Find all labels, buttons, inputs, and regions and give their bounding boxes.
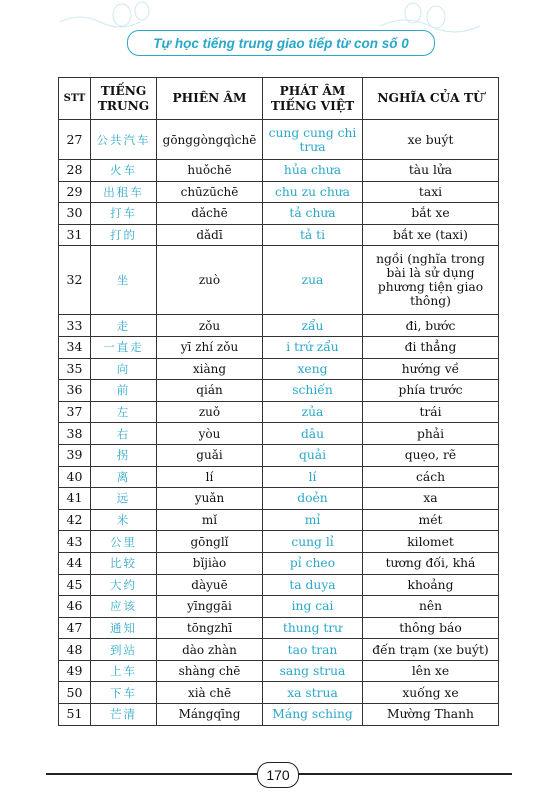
chinese-cell: 米 — [91, 509, 157, 531]
column-header-vietnamese-pronunciation: PHÁT ÂM TIẾNG VIỆT — [263, 78, 363, 120]
vietnamese-pronunciation-cell: tả chưa — [263, 203, 363, 225]
stt-cell: 51 — [59, 704, 91, 726]
vietnamese-pronunciation-cell: i trứ zẩu — [263, 336, 363, 358]
vietnamese-pronunciation-cell: mỉ — [263, 509, 363, 531]
stt-cell: 28 — [59, 160, 91, 182]
chinese-cell: 一直走 — [91, 336, 157, 358]
chinese-cell: 远 — [91, 488, 157, 510]
chinese-cell: 打车 — [91, 203, 157, 225]
chinese-cell: 拐 — [91, 444, 157, 466]
vietnamese-pronunciation-cell: cung lỉ — [263, 531, 363, 553]
stt-cell: 49 — [59, 660, 91, 682]
vietnamese-pronunciation-cell: ta duya — [263, 574, 363, 596]
meaning-cell: xa — [363, 488, 499, 510]
stt-cell: 33 — [59, 315, 91, 337]
chinese-cell: 走 — [91, 315, 157, 337]
meaning-cell: thông báo — [363, 617, 499, 639]
meaning-cell: Mường Thanh — [363, 704, 499, 726]
table-row — [59, 531, 499, 553]
chinese-cell: 打的 — [91, 224, 157, 246]
meaning-cell: đến trạm (xe buýt) — [363, 639, 499, 661]
pinyin-cell: yòu — [157, 423, 263, 445]
pinyin-cell: yuǎn — [157, 488, 263, 510]
footer-line-right — [297, 773, 512, 775]
pinyin-cell: dǎdī — [157, 224, 263, 246]
meaning-cell: hướng về — [363, 358, 499, 380]
pinyin-cell: gōnggòngqìchē — [157, 120, 263, 160]
pinyin-cell: gōnglǐ — [157, 531, 263, 553]
pinyin-cell: xiàng — [157, 358, 263, 380]
table-row — [59, 639, 499, 661]
meaning-cell: phải — [363, 423, 499, 445]
meaning-cell: nên — [363, 596, 499, 618]
meaning-cell: kilomet — [363, 531, 499, 553]
table-row — [59, 423, 499, 445]
stt-cell: 30 — [59, 203, 91, 225]
vietnamese-pronunciation-cell: zua — [263, 246, 363, 315]
chinese-cell: 大约 — [91, 574, 157, 596]
pinyin-cell: dǎchē — [157, 203, 263, 225]
stt-cell: 45 — [59, 574, 91, 596]
pinyin-cell: Mángqīng — [157, 704, 263, 726]
meaning-cell: ngồi (nghĩa trong bài là sử dụng phương tiện giao thông) — [363, 246, 499, 315]
table-row — [59, 203, 499, 225]
vietnamese-pronunciation-cell: zủa — [263, 401, 363, 423]
stt-cell: 46 — [59, 596, 91, 618]
vietnamese-pronunciation-cell: hủa chưa — [263, 160, 363, 182]
meaning-cell: đi, bước — [363, 315, 499, 337]
meaning-cell: mét — [363, 509, 499, 531]
stt-cell: 29 — [59, 181, 91, 203]
table-row — [59, 380, 499, 402]
meaning-cell: tương đối, khá — [363, 552, 499, 574]
chinese-cell: 向 — [91, 358, 157, 380]
stt-cell: 35 — [59, 358, 91, 380]
chinese-cell: 公共汽车 — [91, 120, 157, 160]
meaning-cell: trái — [363, 401, 499, 423]
pinyin-cell: huǒchē — [157, 160, 263, 182]
pinyin-cell: tōngzhī — [157, 617, 263, 639]
pinyin-cell: yī zhí zǒu — [157, 336, 263, 358]
meaning-cell: cách — [363, 466, 499, 488]
stt-cell: 39 — [59, 444, 91, 466]
vietnamese-pronunciation-cell: schiến — [263, 380, 363, 402]
chinese-cell: 出租车 — [91, 181, 157, 203]
pinyin-cell: dào zhàn — [157, 639, 263, 661]
table-row — [59, 704, 499, 726]
pinyin-cell: mǐ — [157, 509, 263, 531]
pinyin-cell: bǐjiào — [157, 552, 263, 574]
vietnamese-pronunciation-cell: doẻn — [263, 488, 363, 510]
table-row — [59, 401, 499, 423]
stt-cell: 48 — [59, 639, 91, 661]
vietnamese-pronunciation-cell: sang strua — [263, 660, 363, 682]
meaning-cell: bắt xe — [363, 203, 499, 225]
vietnamese-pronunciation-cell: lí — [263, 466, 363, 488]
table-row — [59, 160, 499, 182]
meaning-cell: đi thẳng — [363, 336, 499, 358]
stt-cell: 50 — [59, 682, 91, 704]
chinese-cell: 比较 — [91, 552, 157, 574]
column-header-pinyin: PHIÊN ÂM — [157, 78, 263, 120]
vietnamese-pronunciation-cell: Máng sching — [263, 704, 363, 726]
vietnamese-pronunciation-cell: chu zu chưa — [263, 181, 363, 203]
chinese-cell: 右 — [91, 423, 157, 445]
table-row — [59, 660, 499, 682]
meaning-cell: taxi — [363, 181, 499, 203]
pinyin-cell: xià chē — [157, 682, 263, 704]
stt-cell: 27 — [59, 120, 91, 160]
stt-cell: 34 — [59, 336, 91, 358]
chinese-cell: 公里 — [91, 531, 157, 553]
chinese-cell: 下车 — [91, 682, 157, 704]
stt-cell: 37 — [59, 401, 91, 423]
vietnamese-pronunciation-cell: tả ti — [263, 224, 363, 246]
chinese-cell: 左 — [91, 401, 157, 423]
table-row — [59, 466, 499, 488]
pinyin-cell: qián — [157, 380, 263, 402]
meaning-cell: khoảng — [363, 574, 499, 596]
column-header-stt: STT — [59, 78, 91, 120]
pinyin-cell: zuò — [157, 246, 263, 315]
vietnamese-pronunciation-cell: xeng — [263, 358, 363, 380]
pinyin-cell: lí — [157, 466, 263, 488]
pinyin-cell: shàng chē — [157, 660, 263, 682]
table-row — [59, 444, 499, 466]
balloon-icon — [427, 6, 445, 28]
pinyin-cell: yīnggāi — [157, 596, 263, 618]
table-row — [59, 682, 499, 704]
stt-cell: 42 — [59, 509, 91, 531]
vietnamese-pronunciation-cell: thung trư — [263, 617, 363, 639]
table-row — [59, 574, 499, 596]
table-row — [59, 336, 499, 358]
table-row — [59, 552, 499, 574]
table-header-row — [59, 78, 499, 120]
stt-cell: 31 — [59, 224, 91, 246]
stt-cell: 47 — [59, 617, 91, 639]
chinese-cell: 应该 — [91, 596, 157, 618]
table-row — [59, 358, 499, 380]
table-row — [59, 488, 499, 510]
column-header-meaning: NGHĨA CỦA TỪ — [363, 78, 499, 120]
vietnamese-pronunciation-cell: xa strua — [263, 682, 363, 704]
table-row — [59, 617, 499, 639]
stt-cell: 40 — [59, 466, 91, 488]
meaning-cell: xe buýt — [363, 120, 499, 160]
stt-cell: 44 — [59, 552, 91, 574]
pinyin-cell: dàyuē — [157, 574, 263, 596]
chinese-cell: 前 — [91, 380, 157, 402]
vietnamese-pronunciation-cell: quải — [263, 444, 363, 466]
table-row — [59, 246, 499, 315]
chinese-cell: 坐 — [91, 246, 157, 315]
balloon-icon — [113, 4, 131, 26]
stt-cell: 36 — [59, 380, 91, 402]
column-header-chinese: TIẾNG TRUNG — [91, 78, 157, 120]
meaning-cell: xuống xe — [363, 682, 499, 704]
vietnamese-pronunciation-cell: cung cung chi trưa — [263, 120, 363, 160]
meaning-cell: phía trước — [363, 380, 499, 402]
page-title: Tự học tiếng trung giao tiếp từ con số 0 — [127, 30, 435, 56]
footer-line-left — [46, 773, 257, 775]
meaning-cell: bắt xe (taxi) — [363, 224, 499, 246]
pinyin-cell: chūzūchē — [157, 181, 263, 203]
chinese-cell: 通知 — [91, 617, 157, 639]
chinese-cell: 芒清 — [91, 704, 157, 726]
pinyin-cell: guǎi — [157, 444, 263, 466]
stt-cell: 43 — [59, 531, 91, 553]
chinese-cell: 离 — [91, 466, 157, 488]
table-row — [59, 181, 499, 203]
stt-cell: 32 — [59, 246, 91, 315]
table-row — [59, 224, 499, 246]
page-number: 170 — [257, 762, 299, 788]
meaning-cell: tàu lửa — [363, 160, 499, 182]
vietnamese-pronunciation-cell: pỉ cheo — [263, 552, 363, 574]
vocabulary-table — [58, 77, 499, 726]
vietnamese-pronunciation-cell: tao tran — [263, 639, 363, 661]
meaning-cell: quẹo, rẽ — [363, 444, 499, 466]
meaning-cell: lên xe — [363, 660, 499, 682]
pinyin-cell: zuǒ — [157, 401, 263, 423]
table-row — [59, 120, 499, 160]
vietnamese-pronunciation-cell: ing cai — [263, 596, 363, 618]
vietnamese-pronunciation-cell: dâu — [263, 423, 363, 445]
table-row — [59, 315, 499, 337]
stt-cell: 41 — [59, 488, 91, 510]
balloon-icon — [135, 2, 149, 20]
stt-cell: 38 — [59, 423, 91, 445]
chinese-cell: 火车 — [91, 160, 157, 182]
table-row — [59, 596, 499, 618]
chinese-cell: 到站 — [91, 639, 157, 661]
vietnamese-pronunciation-cell: zẩu — [263, 315, 363, 337]
chinese-cell: 上车 — [91, 660, 157, 682]
table-row — [59, 509, 499, 531]
pinyin-cell: zǒu — [157, 315, 263, 337]
